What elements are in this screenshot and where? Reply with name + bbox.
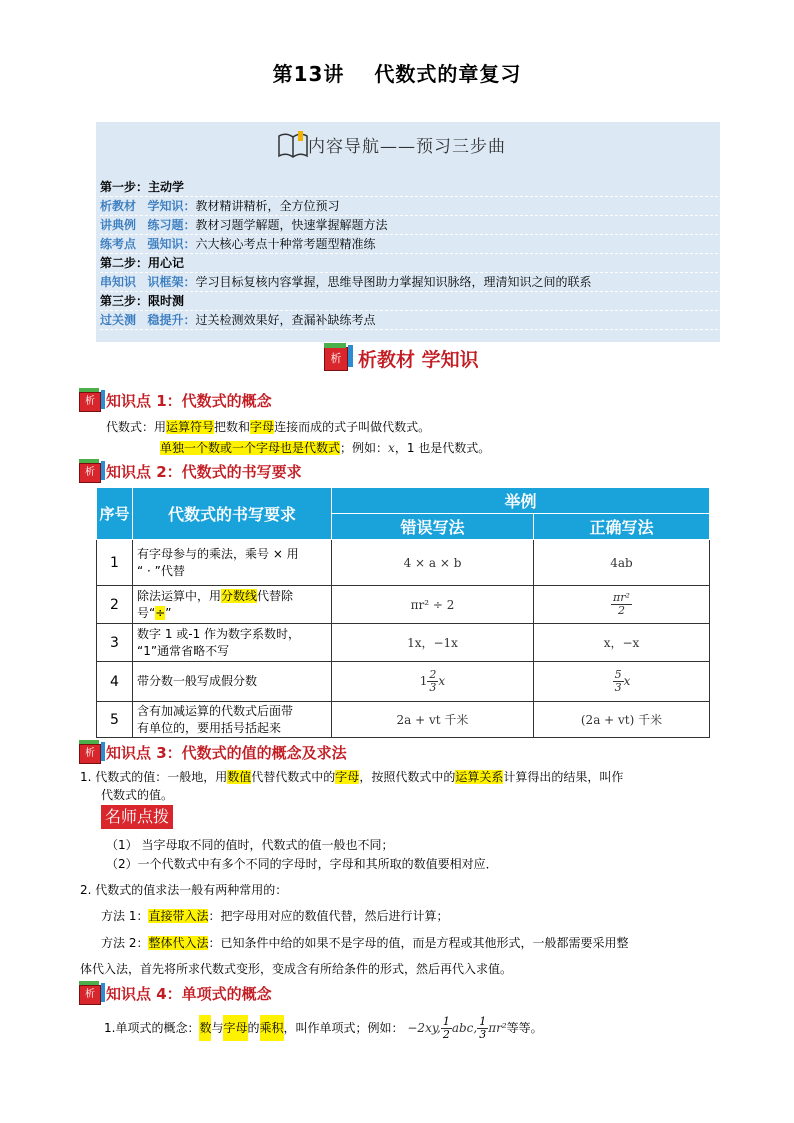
kp1-definition: 代数式：用运算符号把数和字母连接而成的式子叫做代数式。 [106,420,431,434]
tip-2: （2）一个代数式中有多个不同的字母时，字母和其所取的数值要相对应． [106,857,498,871]
requirement-header: 代数式的书写要求 [133,488,332,540]
cube-icon: 析 [79,744,101,764]
cube-icon: 析 [79,985,101,1005]
seq-header: 序号 [97,488,133,540]
kp1-title: 知识点 1：代数式的概念 [106,392,272,410]
content-navigation-box [96,122,720,342]
nav-row-examples: 讲典例 练习题：教材习题学解题，快速掌握解题方法 [100,216,718,235]
section-banner-text: 析教材 学知识 [358,349,479,371]
example-header: 举例 [332,488,710,514]
kp4-title: 知识点 4：单项式的概念 [106,985,272,1003]
method-2-cont: 体代入法，首先将所求代数式变形，变成含有所给条件的形式，然后再代入求值。 [80,962,513,976]
nav-step-1: 第一步：主动学 [100,178,718,197]
teacher-tip-badge: 名师点拨 [101,805,173,829]
table-row: 2 除法运算中，用分数线代替除 号“÷” πr² ÷ 2 $\frac{\text{πr²}}{2}$ [97,586,710,624]
page-title [0,58,794,87]
nav-row-textbook: 析教材 学知识：教材精讲精析，全方位预习 [100,197,718,216]
cube-icon: 析 [79,463,101,483]
method-2: 方法 2：整体代入法：已知条件中给的如果不是字母的值，而是方程或其他形式，一般都需要采用整 [101,936,629,950]
lecture-topic: 代数式的章复习 [374,62,522,86]
kp3-paragraph-1: 1. 代数式的值：一般地，用数值代替代数式中的字母，按照代数式中的运算关系计算得出的结果，叫作 [80,770,624,784]
nav-step-2: 第二步：用心记 [100,254,718,273]
writing-requirements-table [96,487,710,738]
cube-icon: 析 [79,392,101,412]
nav-row-framework: 串知识 识框架：学习目标复核内容掌握，思维导图助力掌握知识脉络，理清知识之间的联系 [100,273,718,292]
right-header: 正确写法 [534,514,710,540]
nav-step-3: 第三步：限时测 [100,292,718,311]
method-1: 方法 1：直接带入法：把字母用对应的数值代替，然后进行计算； [101,909,449,923]
nav-row-practice: 练考点 强知识：六大核心考点十种常考题型精准练 [100,235,718,254]
wrong-header: 错误写法 [332,514,534,540]
table-row: 5 含有加减运算的代数式后面带 有单位的，要用括号括起来 2a + vt 千米 (2a + vt) 千米 [97,702,710,738]
lecture-number: 第13讲 [272,62,345,86]
kp4-definition: 1.单项式的概念：数与字母的乘积，叫作单项式；例如： −2xy, $\frac{1}{2}$ abc, $\frac{1}{3}$ πr²等等。 [104,1015,543,1041]
nav-header [96,122,720,174]
table-row: 1 有字母参与的乘法，乘号 × 用 “ · ”代替 4 × a × b 4ab [97,540,710,586]
table-row: 3 数字 1 或-1 作为数字系数时， “1”通常省略不写 1x，−1x x，−x [97,624,710,662]
kp3-title: 知识点 3：代数式的值的概念及求法 [106,744,347,762]
kp3-paragraph-2: 2. 代数式的值求法一般有两种常用的： [80,883,288,897]
table-row: 4 带分数一般写成假分数 1 $\frac{2}{3}$ x $\frac{5}{3}$ x [97,662,710,702]
nav-header-text: 内容导航——预习三步曲 [308,137,506,157]
nav-row-test: 过关测 稳提升：过关检测效果好，查漏补缺练考点 [100,311,718,330]
tip-1: （1） 当字母取不同的值时，代数式的值一般也不同； [106,838,394,852]
cube-icon: 析 [324,347,348,371]
kp3-paragraph-1-cont: 代数式的值。 [101,788,174,802]
book-icon [276,128,310,162]
kp1-note: 单独一个数或一个字母也是代数式；例如：x，1 也是代数式。 [160,441,491,455]
kp2-title: 知识点 2：代数式的书写要求 [106,463,302,481]
